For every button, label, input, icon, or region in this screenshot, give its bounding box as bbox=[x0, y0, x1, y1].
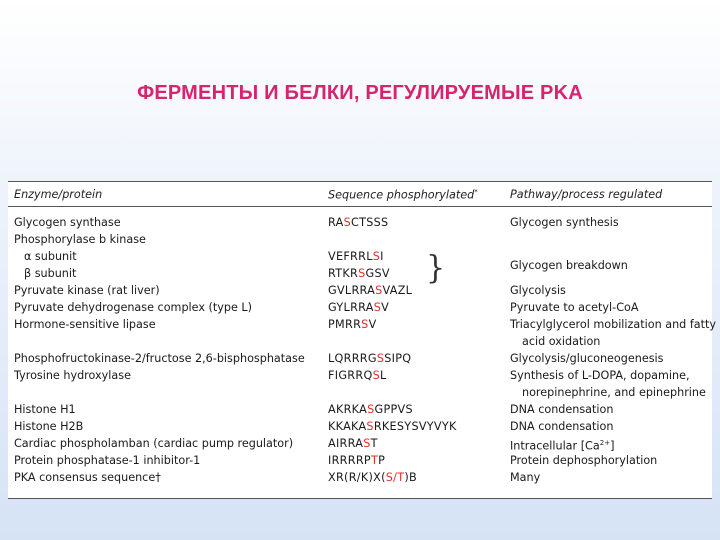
enzyme-cell: Phosphofructokinase-2/fructose 2,6-bisphosphatase bbox=[14, 352, 305, 365]
pathway-cell: Intracellular $[Ca^{2+}]$ bbox=[510, 439, 615, 453]
sequence-segment: V bbox=[368, 318, 377, 331]
sequence-cell bbox=[328, 435, 378, 452]
pathway-cell: acid oxidation bbox=[522, 335, 601, 348]
sequence-segment: VAZL bbox=[382, 284, 413, 297]
phospho-residue: T bbox=[370, 454, 379, 467]
pathway-cell: Many bbox=[510, 471, 541, 484]
sequence-segment: XR(R/K)X( bbox=[328, 471, 386, 484]
pathway-cell: DNA condensation bbox=[510, 403, 614, 416]
phospho-residue: S bbox=[372, 369, 380, 382]
enzyme-cell: Phosphorylase b kinase bbox=[14, 233, 146, 246]
sequence-segment: VEFRRL bbox=[328, 250, 373, 263]
header-sequence: Sequence phosphorylated* bbox=[328, 188, 478, 202]
enzyme-cell: Histone H2B bbox=[14, 420, 84, 433]
sequence-segment: GYLRRA bbox=[328, 301, 374, 314]
sequence-cell bbox=[328, 350, 411, 367]
phospho-residue: S bbox=[372, 250, 381, 263]
slide-title: ФЕРМЕНТЫ И БЕЛКИ, РЕГУЛИРУЕМЫЕ PKA bbox=[137, 82, 583, 104]
sequence-segment: AIRRA bbox=[328, 437, 364, 450]
sequence-segment: LQRRRG bbox=[328, 352, 377, 365]
sequence-segment: RTKR bbox=[328, 267, 359, 280]
header-pathway: Pathway/process regulated bbox=[510, 188, 663, 201]
sequence-segment: RKESYSVYVYK bbox=[373, 420, 457, 433]
enzyme-cell: Pyruvate dehydrogenase complex (type L) bbox=[14, 301, 253, 314]
pathway-cell: Glycolysis/gluconeogenesis bbox=[510, 352, 664, 365]
phospho-residue: S bbox=[358, 267, 366, 280]
sequence-cell bbox=[328, 282, 412, 299]
sequence-segment: SIPQ bbox=[384, 352, 412, 365]
phospho-residue: S bbox=[375, 284, 383, 297]
sequence-segment: PMRR bbox=[328, 318, 362, 331]
phospho-residue: S bbox=[343, 216, 351, 229]
sequence-segment: P bbox=[378, 454, 386, 467]
sequence-segment: T bbox=[370, 437, 378, 450]
pathway-cell: DNA condensation bbox=[510, 420, 614, 433]
pathway-cell: Pyruvate to acetyl-CoA bbox=[510, 301, 639, 314]
pathway-cell: norepinephrine, and epinephrine bbox=[522, 386, 706, 399]
sequence-cell bbox=[328, 469, 417, 486]
sequence-segment: AKRKA bbox=[328, 403, 368, 416]
sequence-segment: KKAKA bbox=[328, 420, 367, 433]
enzyme-cell: Pyruvate kinase (rat liver) bbox=[14, 284, 160, 297]
brace-glyph: } bbox=[426, 250, 446, 287]
phospho-residue: S bbox=[367, 403, 375, 416]
sequence-cell bbox=[328, 265, 390, 282]
pathway-cell: Synthesis of L-DOPA, dopamine, bbox=[510, 369, 690, 382]
sequence-cell bbox=[328, 299, 389, 316]
sequence-segment: GPPVS bbox=[374, 403, 413, 416]
pathway-cell: Glycogen synthesis bbox=[510, 216, 619, 229]
phospho-residue: S bbox=[361, 318, 369, 331]
sequence-cell bbox=[328, 452, 385, 469]
sequence-segment: FIGRRQ bbox=[328, 369, 373, 382]
phospho-residue: S/T bbox=[385, 471, 405, 484]
enzyme-cell: α subunit bbox=[24, 250, 77, 263]
phospho-residue: S bbox=[366, 420, 374, 433]
enzyme-cell: Histone H1 bbox=[14, 403, 76, 416]
table-top-rule bbox=[8, 181, 712, 182]
enzyme-cell: Tyrosine hydroxylase bbox=[14, 369, 131, 382]
sequence-cell bbox=[328, 248, 384, 265]
enzyme-cell: Hormone-sensitive lipase bbox=[14, 318, 156, 331]
sequence-segment: )B bbox=[404, 471, 418, 484]
pathway-cell: Glycogen breakdown bbox=[510, 259, 628, 272]
sequence-cell bbox=[328, 214, 388, 231]
sequence-segment: L bbox=[379, 369, 387, 382]
sequence-cell bbox=[328, 316, 377, 333]
phospho-residue: S bbox=[373, 301, 382, 314]
enzyme-cell: β subunit bbox=[24, 267, 77, 280]
sequence-cell bbox=[328, 401, 413, 418]
enzyme-cell: Cardiac phospholamban (cardiac pump regulator) bbox=[14, 437, 294, 450]
sequence-cell bbox=[328, 367, 387, 384]
pathway-cell: Glycolysis bbox=[510, 284, 566, 297]
sequence-segment: IRRRRP bbox=[328, 454, 371, 467]
sequence-cell bbox=[328, 418, 457, 435]
sequence-segment: V bbox=[381, 301, 390, 314]
sequence-segment: GVLRRA bbox=[328, 284, 376, 297]
pathway-cell: Protein dephosphorylation bbox=[510, 454, 658, 467]
phospho-residue: S bbox=[376, 352, 385, 365]
enzyme-cell: PKA consensus sequence† bbox=[14, 471, 161, 484]
enzyme-cell: Protein phosphatase-1 inhibitor-1 bbox=[14, 454, 201, 467]
phospho-residue: S bbox=[363, 437, 371, 450]
table-header-rule bbox=[8, 206, 712, 207]
sequence-segment: GSV bbox=[365, 267, 390, 280]
enzyme-cell: Glycogen synthase bbox=[14, 216, 121, 229]
sequence-segment: RA bbox=[328, 216, 344, 229]
table-bottom-rule bbox=[8, 498, 712, 499]
sequence-segment: I bbox=[380, 250, 384, 263]
sequence-segment: CTSSS bbox=[350, 216, 389, 229]
enzyme-table bbox=[8, 181, 717, 499]
header-enzyme: Enzyme/protein bbox=[14, 188, 103, 201]
pathway-cell: Triacylglycerol mobilization and fatty bbox=[510, 318, 717, 331]
